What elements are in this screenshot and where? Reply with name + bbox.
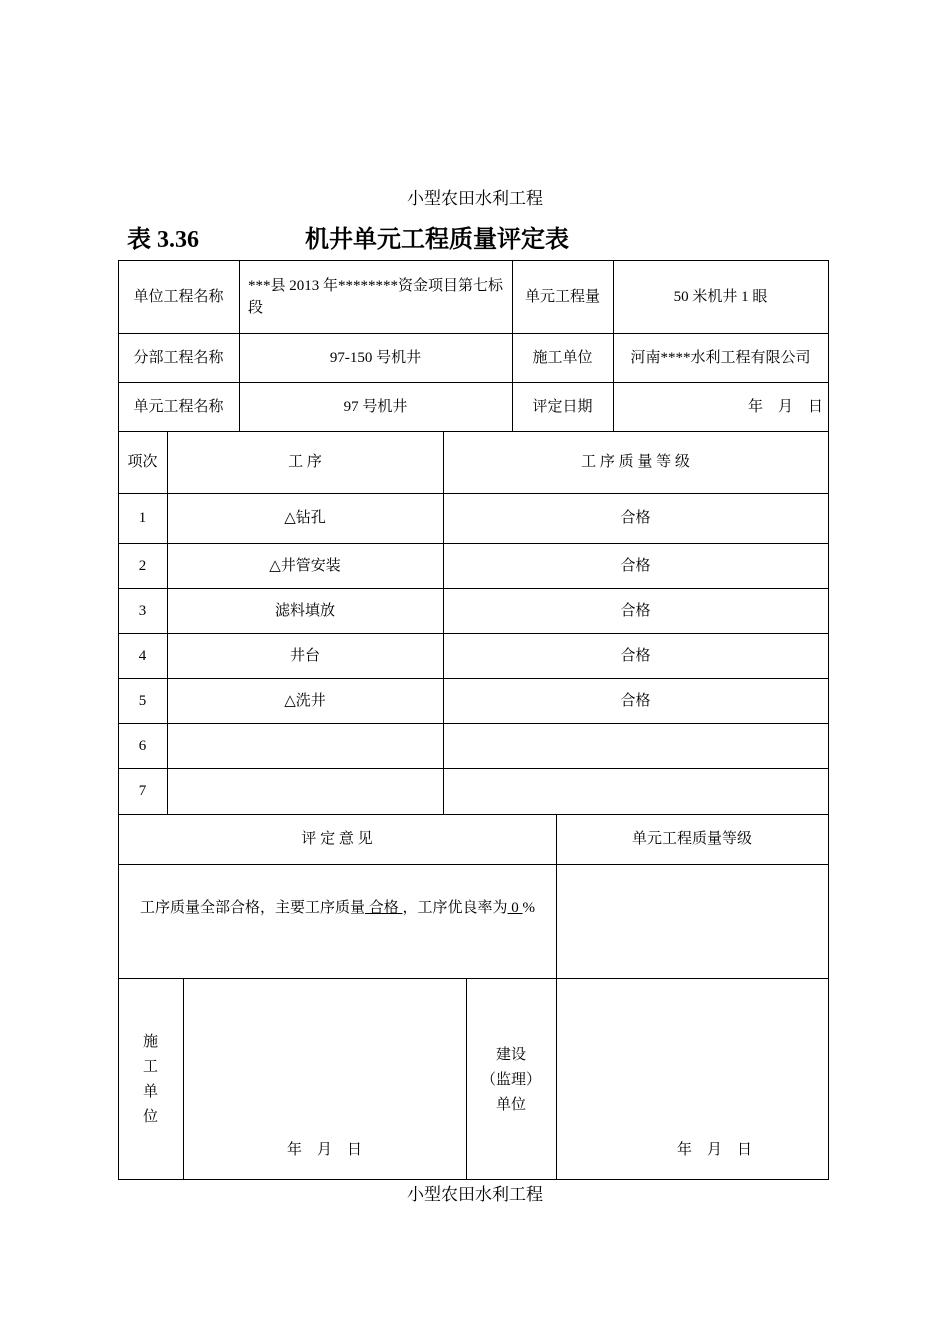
table-title: 机井单元工程质量评定表 (305, 227, 569, 253)
contractor-signature-label (118, 1028, 183, 1132)
owner-label-line: （监理） (480, 1071, 541, 1088)
grade-header: 工 序 质 量 等 级 (581, 454, 690, 470)
row-grade: 合格 (620, 557, 651, 574)
index-header: 项次 (127, 454, 158, 470)
owner-signature-label (466, 1041, 556, 1119)
excellence-rate: 0 (507, 900, 523, 916)
grid-line (828, 260, 829, 1180)
opinion-text-part2: ，工序优良率为 (402, 900, 508, 916)
grid-line (118, 978, 829, 979)
row-process (167, 768, 443, 814)
row-index: 3 (138, 602, 147, 619)
row-grade (443, 723, 828, 768)
table-number: 表 3.36 (127, 227, 199, 253)
element-grade-value (556, 864, 828, 978)
unit-project-label: 单位工程名称 (133, 288, 224, 305)
opinion-text-part1: 工序质量全部合格，主要工序质量 (140, 900, 366, 916)
contractor-value: 河南****水利工程有限公司 (630, 349, 811, 366)
row-index: 7 (138, 783, 147, 799)
main-process-grade: 合格 (365, 900, 403, 916)
row-index: 2 (138, 557, 147, 574)
owner-label-line: 单位 (495, 1096, 526, 1113)
element-name-value: 97 号机井 (343, 398, 408, 415)
page-header: 小型农田水利工程 (407, 189, 543, 208)
element-grade-label: 单元工程质量等级 (631, 831, 752, 847)
element-quantity-label: 单元工程量 (524, 288, 600, 305)
row-index: 4 (138, 647, 147, 664)
row-grade: 合格 (620, 602, 651, 619)
owner-signature-date: 年 月 日 (676, 1142, 752, 1158)
row-grade: 合格 (620, 692, 651, 709)
row-grade (443, 768, 828, 814)
page-footer: 小型农田水利工程 (407, 1185, 543, 1204)
eval-date-label: 评定日期 (532, 398, 593, 415)
element-quantity-value: 50 米机井 1 眼 (673, 288, 768, 305)
contractor-signature-date: 年 月 日 (286, 1142, 362, 1158)
opinion-text-part3: % (522, 900, 536, 916)
row-process: △钻孔 (284, 510, 326, 526)
contractor-char: 工 (142, 1059, 158, 1075)
contractor-char: 施 (142, 1034, 158, 1050)
row-grade: 合格 (620, 510, 651, 526)
row-process: △井管安装 (269, 557, 341, 574)
row-grade: 合格 (620, 647, 651, 664)
division-label: 分部工程名称 (133, 349, 224, 366)
unit-project-value: ***县 2013 年********资金项目第七标段 (248, 277, 504, 316)
row-index: 1 (138, 510, 147, 526)
opinion-text (126, 896, 551, 921)
row-index: 6 (138, 737, 147, 754)
row-process: 滤料填放 (274, 602, 335, 619)
contractor-char: 单 (142, 1084, 158, 1100)
row-index: 5 (138, 692, 147, 709)
opinion-label: 评 定 意 见 (301, 831, 373, 847)
division-value: 97-150 号机井 (329, 349, 422, 366)
owner-label-line: 建设 (495, 1046, 526, 1063)
process-header: 工 序 (288, 454, 322, 470)
contractor-label: 施工单位 (532, 349, 593, 366)
eval-date-value: 年 月 日 (747, 398, 823, 415)
contractor-char: 位 (142, 1109, 158, 1125)
element-name-label: 单元工程名称 (133, 398, 224, 415)
row-process (167, 723, 443, 768)
row-process: 井台 (289, 647, 320, 664)
row-process: △洗井 (284, 692, 326, 709)
